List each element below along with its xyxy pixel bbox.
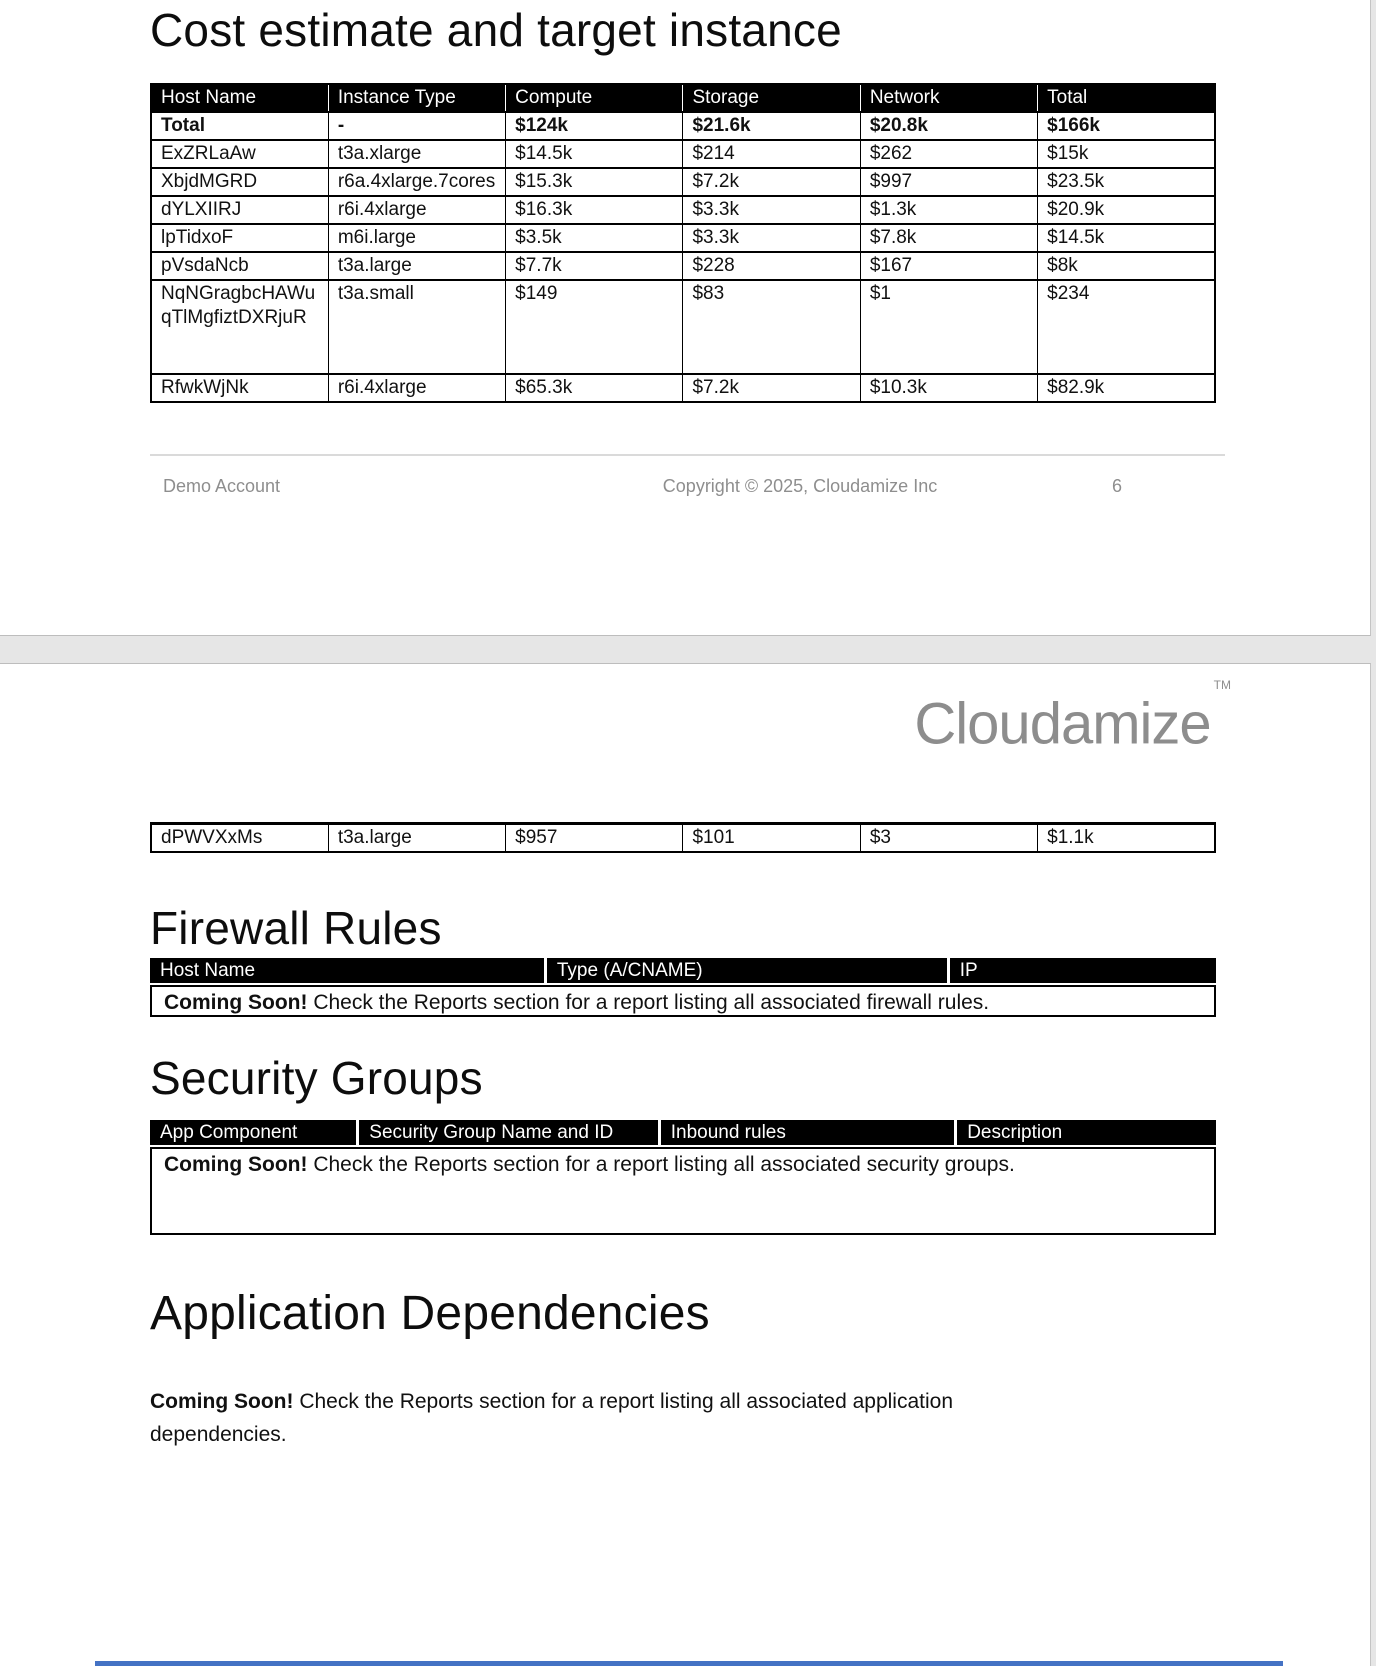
table-row <box>151 168 1215 196</box>
table-cell: $997 <box>860 168 1037 196</box>
table-cell: r6i.4xlarge <box>328 196 505 224</box>
column-header: Compute <box>506 84 683 112</box>
table-cell: $1.1k <box>1038 824 1215 853</box>
table-cell: m6i.large <box>328 224 505 252</box>
table-cell: $83 <box>683 280 860 374</box>
column-header: Network <box>860 84 1037 112</box>
table-cell: $167 <box>860 252 1037 280</box>
cost-table-header-row <box>151 84 1215 112</box>
security-groups-title: Security Groups <box>150 1052 483 1104</box>
table-cell: r6a.4xlarge.7cores <box>328 168 505 196</box>
report-page-6 <box>0 0 1371 636</box>
table-cell: lpTidxoF <box>151 224 328 252</box>
firewall-table-header <box>150 958 1216 983</box>
column-header: Type (A/CNAME) <box>547 958 947 983</box>
column-header: Description <box>957 1120 1216 1145</box>
column-header: IP <box>950 958 1216 983</box>
table-cell: dPWVXxMs <box>151 824 328 853</box>
table-cell: $15.3k <box>506 168 683 196</box>
application-dependencies-title: Application Dependencies <box>150 1287 710 1340</box>
page-title: Cost estimate and target instance <box>150 4 842 56</box>
table-cell: $1.3k <box>860 196 1037 224</box>
table-cell: $15k <box>1038 140 1215 168</box>
cost-estimate-table <box>150 83 1216 403</box>
table-cell: $3.3k <box>683 196 860 224</box>
security-groups-coming-soon-box <box>150 1147 1216 1235</box>
table-cell: $65.3k <box>506 374 683 402</box>
column-header: App Component <box>150 1120 356 1145</box>
table-cell: $20.9k <box>1038 196 1215 224</box>
column-header: Host Name <box>150 958 544 983</box>
table-cell: $10.3k <box>860 374 1037 402</box>
table-cell: t3a.large <box>328 824 505 853</box>
column-header: Storage <box>683 84 860 112</box>
column-header: Total <box>1038 84 1215 112</box>
column-header: Inbound rules <box>661 1120 954 1145</box>
table-cell: dYLXIIRJ <box>151 196 328 224</box>
table-cell: $14.5k <box>506 140 683 168</box>
table-cell: $228 <box>683 252 860 280</box>
table-cell: $166k <box>1038 112 1215 140</box>
table-cell: $124k <box>506 112 683 140</box>
cost-table-continuation <box>150 822 1216 853</box>
table-cell: $957 <box>506 824 683 853</box>
table-cell: $16.3k <box>506 196 683 224</box>
coming-soon-label: Coming Soon! <box>164 991 308 1014</box>
table-cell: $7.2k <box>683 374 860 402</box>
column-header: Security Group Name and ID <box>359 1120 657 1145</box>
footer-divider <box>150 454 1225 456</box>
coming-soon-text: Check the Reports section for a report listing all associated application dependencies. <box>150 1390 953 1446</box>
table-cell: t3a.large <box>328 252 505 280</box>
table-row <box>151 224 1215 252</box>
coming-soon-label: Coming Soon! <box>150 1390 294 1413</box>
table-cell: Total <box>151 112 328 140</box>
table-cell: $234 <box>1038 280 1215 374</box>
firewall-coming-soon-box <box>150 985 1216 1017</box>
table-cell: $3.5k <box>506 224 683 252</box>
table-cell: $149 <box>506 280 683 374</box>
table-cell: NqNGragbcHAWuqTlMgfiztDXRjuR <box>151 280 328 374</box>
table-cell: $7.7k <box>506 252 683 280</box>
table-row <box>151 140 1215 168</box>
table-cell: $8k <box>1038 252 1215 280</box>
table-cell: $20.8k <box>860 112 1037 140</box>
table-cell: XbjdMGRD <box>151 168 328 196</box>
bottom-accent-bar <box>95 1661 1283 1666</box>
coming-soon-label: Coming Soon! <box>164 1153 308 1176</box>
cloudamize-logo-text: Cloudamize <box>914 691 1211 757</box>
table-cell: r6i.4xlarge <box>328 374 505 402</box>
application-dependencies-coming-soon <box>150 1385 1030 1451</box>
table-cell: $82.9k <box>1038 374 1215 402</box>
coming-soon-text: Check the Reports section for a report listing all associated firewall rules. <box>307 991 990 1014</box>
footer-page-number: 6 <box>1112 476 1123 496</box>
table-cell: ExZRLaAw <box>151 140 328 168</box>
table-cell: $101 <box>683 824 860 853</box>
table-cell: $214 <box>683 140 860 168</box>
column-header: Host Name <box>151 84 328 112</box>
table-cell: $262 <box>860 140 1037 168</box>
table-row <box>151 112 1215 140</box>
trademark-symbol: TM <box>1213 678 1231 692</box>
cloudamize-logo <box>914 678 1231 757</box>
security-groups-table-header <box>150 1120 1216 1145</box>
table-cell: $14.5k <box>1038 224 1215 252</box>
table-cell: $3.3k <box>683 224 860 252</box>
table-row <box>151 252 1215 280</box>
coming-soon-text: Check the Reports section for a report listing all associated security groups. <box>307 1153 1015 1176</box>
table-cell: RfwkWjNk <box>151 374 328 402</box>
table-row <box>151 280 1215 374</box>
table-row <box>151 196 1215 224</box>
table-cell: $3 <box>860 824 1037 853</box>
table-cell: $23.5k <box>1038 168 1215 196</box>
column-header: Instance Type <box>328 84 505 112</box>
page-footer <box>0 476 1371 500</box>
report-page-7 <box>0 663 1371 1666</box>
table-cell: - <box>328 112 505 140</box>
table-cell: $21.6k <box>683 112 860 140</box>
table-cell: t3a.xlarge <box>328 140 505 168</box>
firewall-rules-title: Firewall Rules <box>150 902 442 954</box>
table-cell: $7.2k <box>683 168 860 196</box>
footer-copyright: Copyright © 2025, Cloudamize Inc <box>662 476 938 496</box>
table-row <box>151 824 1215 853</box>
table-cell: $7.8k <box>860 224 1037 252</box>
table-cell: t3a.small <box>328 280 505 374</box>
footer-account-name: Demo Account <box>163 476 281 496</box>
table-cell: $1 <box>860 280 1037 374</box>
table-cell: pVsdaNcb <box>151 252 328 280</box>
table-row <box>151 374 1215 402</box>
